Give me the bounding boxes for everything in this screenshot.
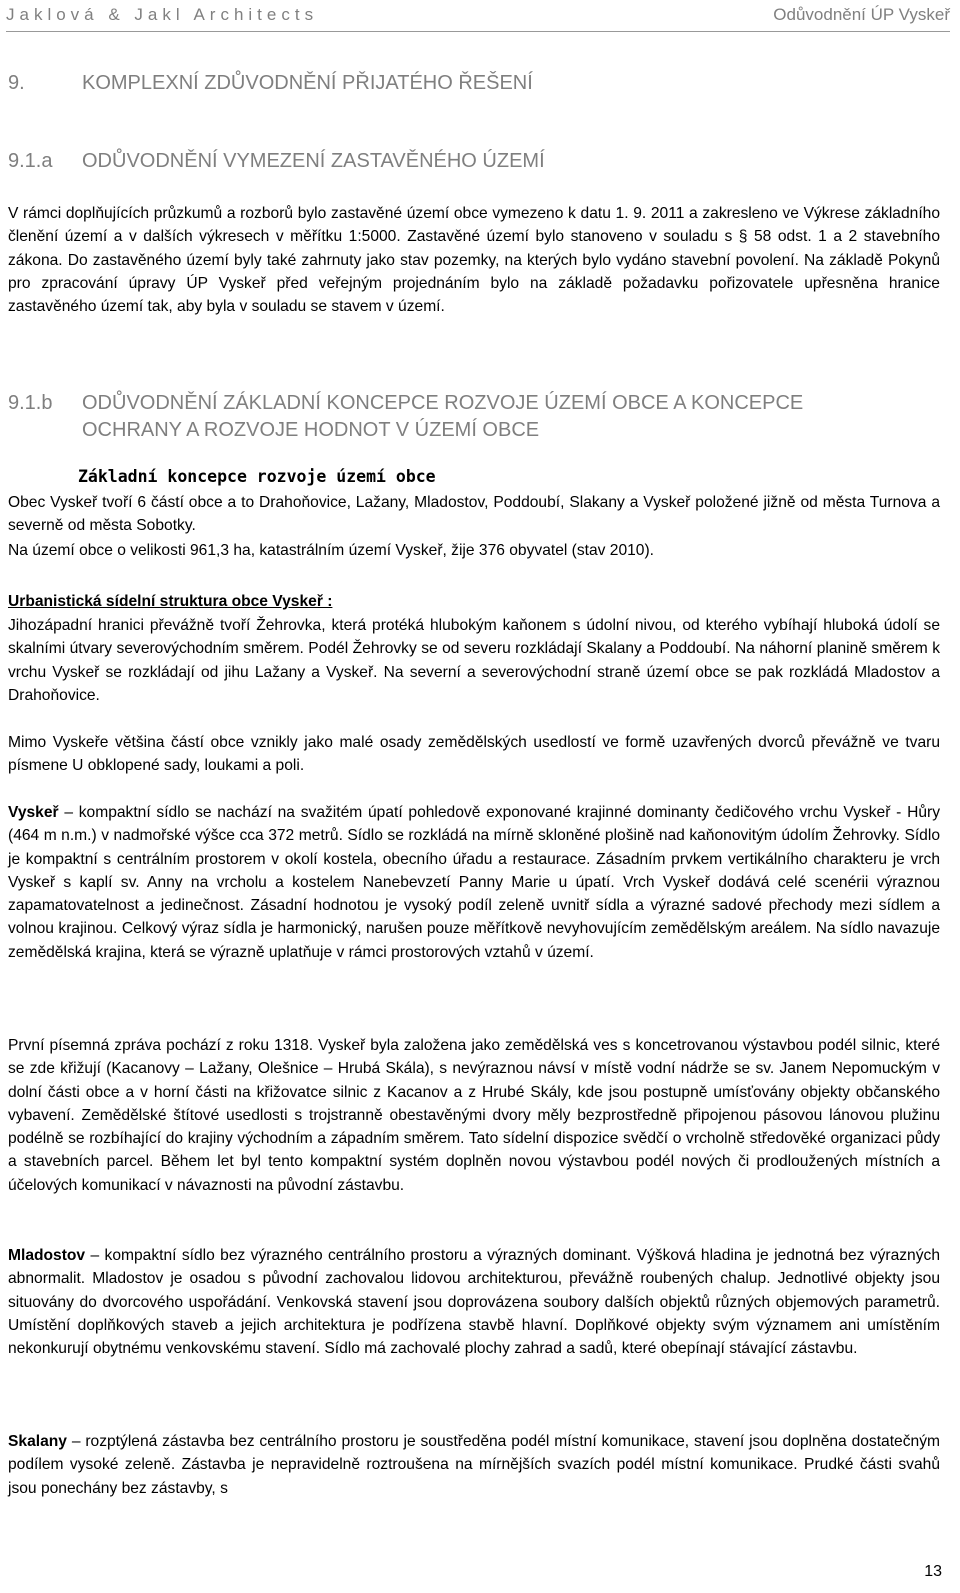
paragraph-urban-settlements: Mimo Vyskeře většina částí obce vznikly jako malé osady zemědělských usedlostí ve formě uzavřených dvorců převážně ve tvaru písmene U obklopené sady, loukami a poli. [8, 734, 940, 775]
subsection-heading: Základní koncepce rozvoje území obce [78, 467, 436, 486]
section-9-heading [8, 72, 533, 95]
paragraph-intro-area: Na území obce o velikosti 961,3 ha, katastrálním území Vyskeř, žije 376 obyvatel (stav 2010). [8, 542, 655, 559]
section-title: ODŮVODNĚNÍ VYMEZENÍ ZASTAVĚNÉHO ÚZEMÍ [82, 150, 545, 172]
paragraph-zastavene-uzemi: V rámci doplňujících průzkumů a rozborů bylo zastavěné území obce vymezeno k datu 1. 9. 2011 a zakresleno ve Výkrese základního členění území a v dalších výkresech v měřítku 1:5000. Zastavěné území bylo stanoveno v souladu s § 58 odst. 1 a 2 stavebního zákona. Do zastavěného území byly také zahrnuty jako stav pozemky, na kterých bylo vydáno stavební povolení. Na základě Pokynů pro zpracování úpravy ÚP Vyskeř před veřejným projednáním bylo na základě požadavku pořizovatele upřesněna hranice zastavěného území tak, aby byla v souladu se stavem v území. [8, 205, 940, 316]
header-company: Jaklová & Jakl Architects [6, 5, 319, 24]
paragraph-vysker-history: První písemná zpráva pochází z roku 1318. Vyskeř byla založena jako zemědělská ves s koncetrovanou výstavbou podél silnic, které se zde křižují (Kacanovy – Lažany, Olešnice – Hrubá Skála), s nevýraznou návsí v místě vodní nádrže se sv. Janem Nepomuckým v dolní části obce a v horní části na křižovatce silnic z Kacanov a z Hrubé Skály, kde jsou postupně umísťovány objekty občanského vybavení. Zemědělské štítové usedlosti s trojstranně obestavěnými dvory měly bezprostředně připojenou pásovou lánovou plužinu podélně se rozbíhající do krajiny východním a západním směrem. Tato sídelní dispozice svědčí o vrcholně středověké organizaci půdy a stavebních parcel. Během let byl tento kompaktní systém doplněn novou výstavbou podél nových či prodloužených místních a účelových komunikací v návaznosti na původní zástavbu. [8, 1037, 940, 1194]
section-number: 9.1.a [8, 150, 53, 172]
section-91b-heading [8, 390, 842, 444]
section-number: 9. [8, 72, 25, 94]
section-91a-heading [8, 148, 842, 175]
term-mladostov: Mladostov [8, 1247, 86, 1264]
section-number: 9.1.b [8, 392, 53, 414]
section-title: KOMPLEXNÍ ZDŮVODNĚNÍ PŘIJATÉHO ŘEŠENÍ [82, 72, 533, 94]
paragraph-vysker: Vyskeř – kompaktní sídlo se nachází na svažitém úpatí pohledově exponované krajinné dominanty čedičového vrchu Vyskeř - Hůry (464 m n.m.) v nadmořské výšce cca 372 metrů. Sídlo se rozkládá na mírně skloněné plošině nad kaňonovitým údolím Žehrovky. Sídlo je kompaktní s centrálním prostorem v okolí kostela, obecního úřadu a restaurace. Zásadním prvkem vertikálního charakteru je vrch Vyskeř s kaplí sv. Anny na vrcholu a kostelem Nanebevzetí Panny Marie u úpatí. Vrch Vyskeř dodává celé scenérii výraznou zapamatovatelnost a jedinečnost. Zásadní hodnotou je vysoký podíl zeleně uvnitř sídla a výrazné sadové přechody mezi sídlem a volnou krajinou. Celkový výraz sídla je harmonický, narušen pouze měřítkově nevyhovujícím zemědělským areálem. Na sídlo navazuje zemědělská krajina, která se výrazně uplatňuje v rámci prostorových vztahů v území. [8, 804, 940, 961]
paragraph-intro-parts: Obec Vyskeř tvoří 6 částí obce a to Drahoňovice, Lažany, Mladostov, Poddoubí, Slakany a Vyskeř položené jižně od města Turnova a severně od města Sobotky. [8, 494, 940, 535]
urban-structure-heading: Urbanistická sídelní struktura obce Vyskeř : [8, 593, 333, 610]
page-number: 13 [924, 1563, 942, 1580]
paragraph-mladostov: Mladostov – kompaktní sídlo bez výrazného centrálního prostoru a výrazných dominant. Výšková hladina je jednotná bez výrazných abnormalit. Mladostov je osadou s původní zachovalou lidovou architekturou, převážně roubených chalup. Jednotlivé objekty jsou situovány do dvorcového uspořádání. Venkovská stavení jsou doprovázena soubory dalších objektů různých objemových parametrů. Umístění doplňkových staveb a jejich architektura je podřízena stavbě hlavní. Doplňkové objekty svým významem ani umístěním nekonkurují obytnému venkovskému stavení. Sídlo má zachovalé plochy zahrad a sadů, které obepínají stávající zástavbu. [8, 1247, 940, 1358]
header-document-title: Odůvodnění ÚP Vyskeř [773, 5, 950, 24]
section-title: ODŮVODNĚNÍ ZÁKLADNÍ KONCEPCE ROZVOJE ÚZEMÍ OBCE A KONCEPCE OCHRANY A ROZVOJE HODNOT V ÚZEMÍ OBCE [82, 392, 804, 441]
term-vysker: Vyskeř [8, 804, 59, 821]
term-skalany: Skalany [8, 1433, 67, 1450]
paragraph-skalany: Skalany – rozptýlená zástavba bez centrálního prostoru je soustředěna podél místní komunikace, stavení jsou doplněna dostatečným podílem vysoké zeleně. Zástavba je nepravidelně roztroušena na mírnějších svazích podél místní komunikace. Prudké části svahů jsou ponechány bez zástavby, s [8, 1433, 940, 1497]
page-header [6, 5, 950, 32]
paragraph-urban-structure: Jihozápadní hranici převážně tvoří Žehrovka, která protéká hlubokým kaňonem s údolní nivou, od kterého vybíhají hluboká údolí se skalními útvary severovýchodním směrem. Podél Žehrovky se od severu rozkládají Skalany a Poddoubí. Na náhorní planině směrem k vrchu Vyskeř se rozkládají od jihu Lažany a Vyskeř. Na severní a severovýchodní straně území obce se pak rozkládá Mladostov a Drahoňovice. [8, 617, 940, 704]
